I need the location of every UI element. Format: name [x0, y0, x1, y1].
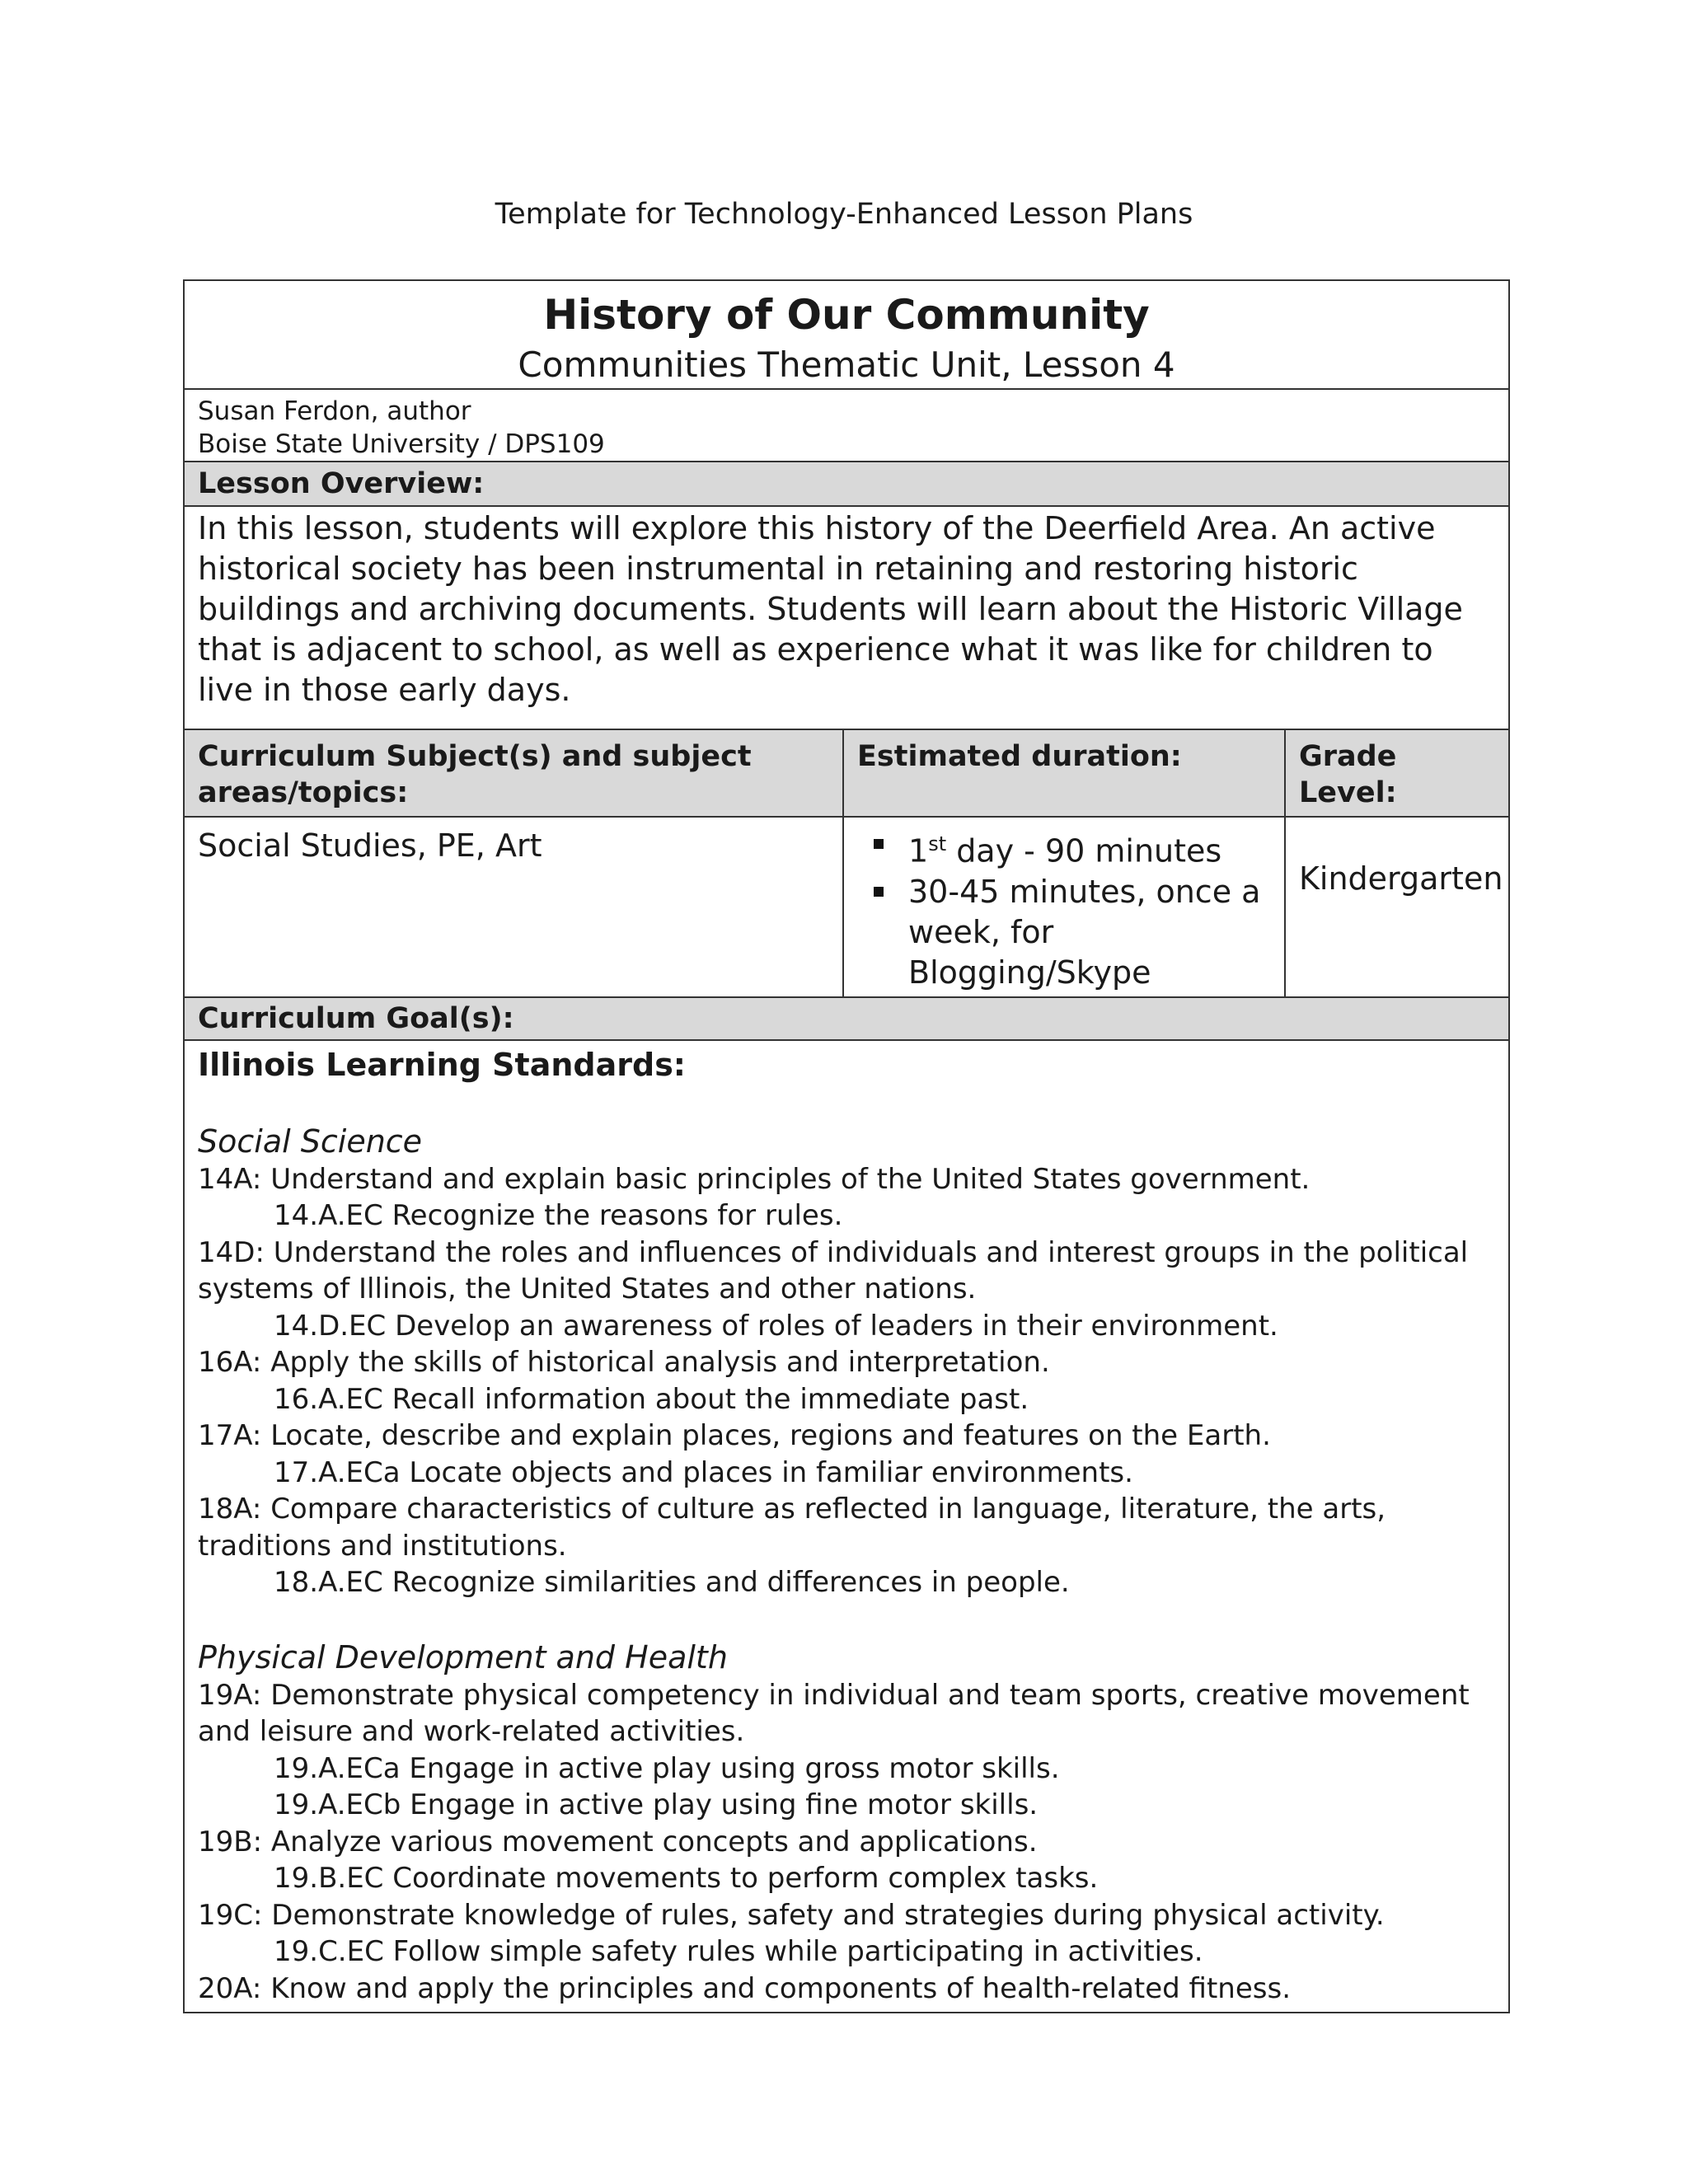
standards-sections: [198, 1085, 1495, 2008]
standard-subitem: 19.B.EC Coordinate movements to perform complex tasks.: [274, 1862, 1099, 1896]
standards-section-title: Physical Development and Health: [198, 1638, 728, 1675]
standards-cell: [184, 1040, 1509, 2013]
standard-item: 18A: Compare characteristics of culture as reflected in language, literature, the arts, traditions and institutions.: [198, 1493, 1386, 1563]
overview-label: Lesson Overview:: [184, 462, 1509, 506]
standard-subitem: 17.A.ECa Locate objects and places in familiar environments.: [274, 1455, 1133, 1489]
standard-item: 20A: Know and apply the principles and components of health-related fitness.: [198, 1971, 1291, 2005]
standard-subitem: 18.A.EC Recognize similarities and differences in people.: [274, 1566, 1070, 1600]
standard-item: 19C: Demonstrate knowledge of rules, safety and strategies during physical activity.: [198, 1898, 1385, 1932]
lesson-plan-table: [183, 279, 1510, 2013]
standards-section-title: Social Science: [198, 1122, 423, 1160]
square-bullet-icon: [874, 887, 884, 897]
author-name: Susan Ferdon, author: [198, 396, 471, 426]
standard-subitem: 14.D.EC Develop an awareness of roles of leaders in their environment.: [274, 1309, 1278, 1343]
square-bullet-icon: [874, 839, 884, 849]
duration-item: 1st day - 90 minutes: [857, 824, 1271, 872]
standards-heading: Illinois Learning Standards:: [198, 1046, 687, 1083]
standard-item: 19B: Analyze various movement concepts and applications.: [198, 1825, 1038, 1858]
standard-subitem: 16.A.EC Recall information about the immediate past.: [274, 1382, 1029, 1416]
lesson-title: History of Our Community: [543, 291, 1150, 339]
standard-item: 17A: Locate, describe and explain places, regions and features on the Earth.: [198, 1419, 1271, 1453]
duration-header: Estimated duration:: [843, 729, 1285, 817]
lesson-subtitle: Communities Thematic Unit, Lesson 4: [518, 344, 1175, 385]
subjects-value: Social Studies, PE, Art: [184, 817, 843, 997]
standard-subitem: 19.A.ECb Engage in active play using fine motor skills.: [274, 1788, 1039, 1822]
section-spacer: [198, 1601, 1495, 1638]
duration-list: [857, 824, 1271, 993]
standard-item: 19A: Demonstrate physical competency in individual and team sports, creative movement and leisure and work-related activities.: [198, 1678, 1470, 1749]
duration-value: [843, 817, 1285, 997]
page-header: Template for Technology-Enhanced Lesson Plans: [495, 198, 1193, 231]
standard-subitem: 19.C.EC Follow simple safety rules while participating in activities.: [274, 1935, 1203, 1969]
grade-value: Kindergarten: [1285, 817, 1509, 997]
title-cell: [184, 280, 1509, 389]
duration-item: 30-45 minutes, once a week, for Blogging/Skype: [857, 872, 1271, 993]
institution: Boise State University / DPS109: [198, 429, 605, 459]
standard-subitem: 19.A.ECa Engage in active play using gross motor skills.: [274, 1751, 1060, 1785]
standard-item: 14A: Understand and explain basic principles of the United States government.: [198, 1162, 1311, 1196]
section-spacer: [198, 1085, 1495, 1122]
goals-label: Curriculum Goal(s):: [184, 997, 1509, 1040]
standard-subitem: 14.A.EC Recognize the reasons for rules.: [274, 1199, 843, 1233]
grade-header: Grade Level:: [1285, 729, 1509, 817]
standard-item: 16A: Apply the skills of historical analysis and interpretation.: [198, 1346, 1050, 1380]
author-cell: [184, 389, 1509, 462]
subjects-header: Curriculum Subject(s) and subject areas/topics:: [184, 729, 843, 817]
overview-text: In this lesson, students will explore this history of the Deerfield Area. An active historical society has been instrumental in retaining and restoring historic buildings and archiving documents. Students will learn about the Historic Village that is adjacent to school, as well as experience what it was like for children to live in those early days.: [184, 506, 1509, 729]
standard-item: 14D: Understand the roles and influences of individuals and interest groups in the political systems of Illinois, the United States and other nations.: [198, 1235, 1469, 1306]
